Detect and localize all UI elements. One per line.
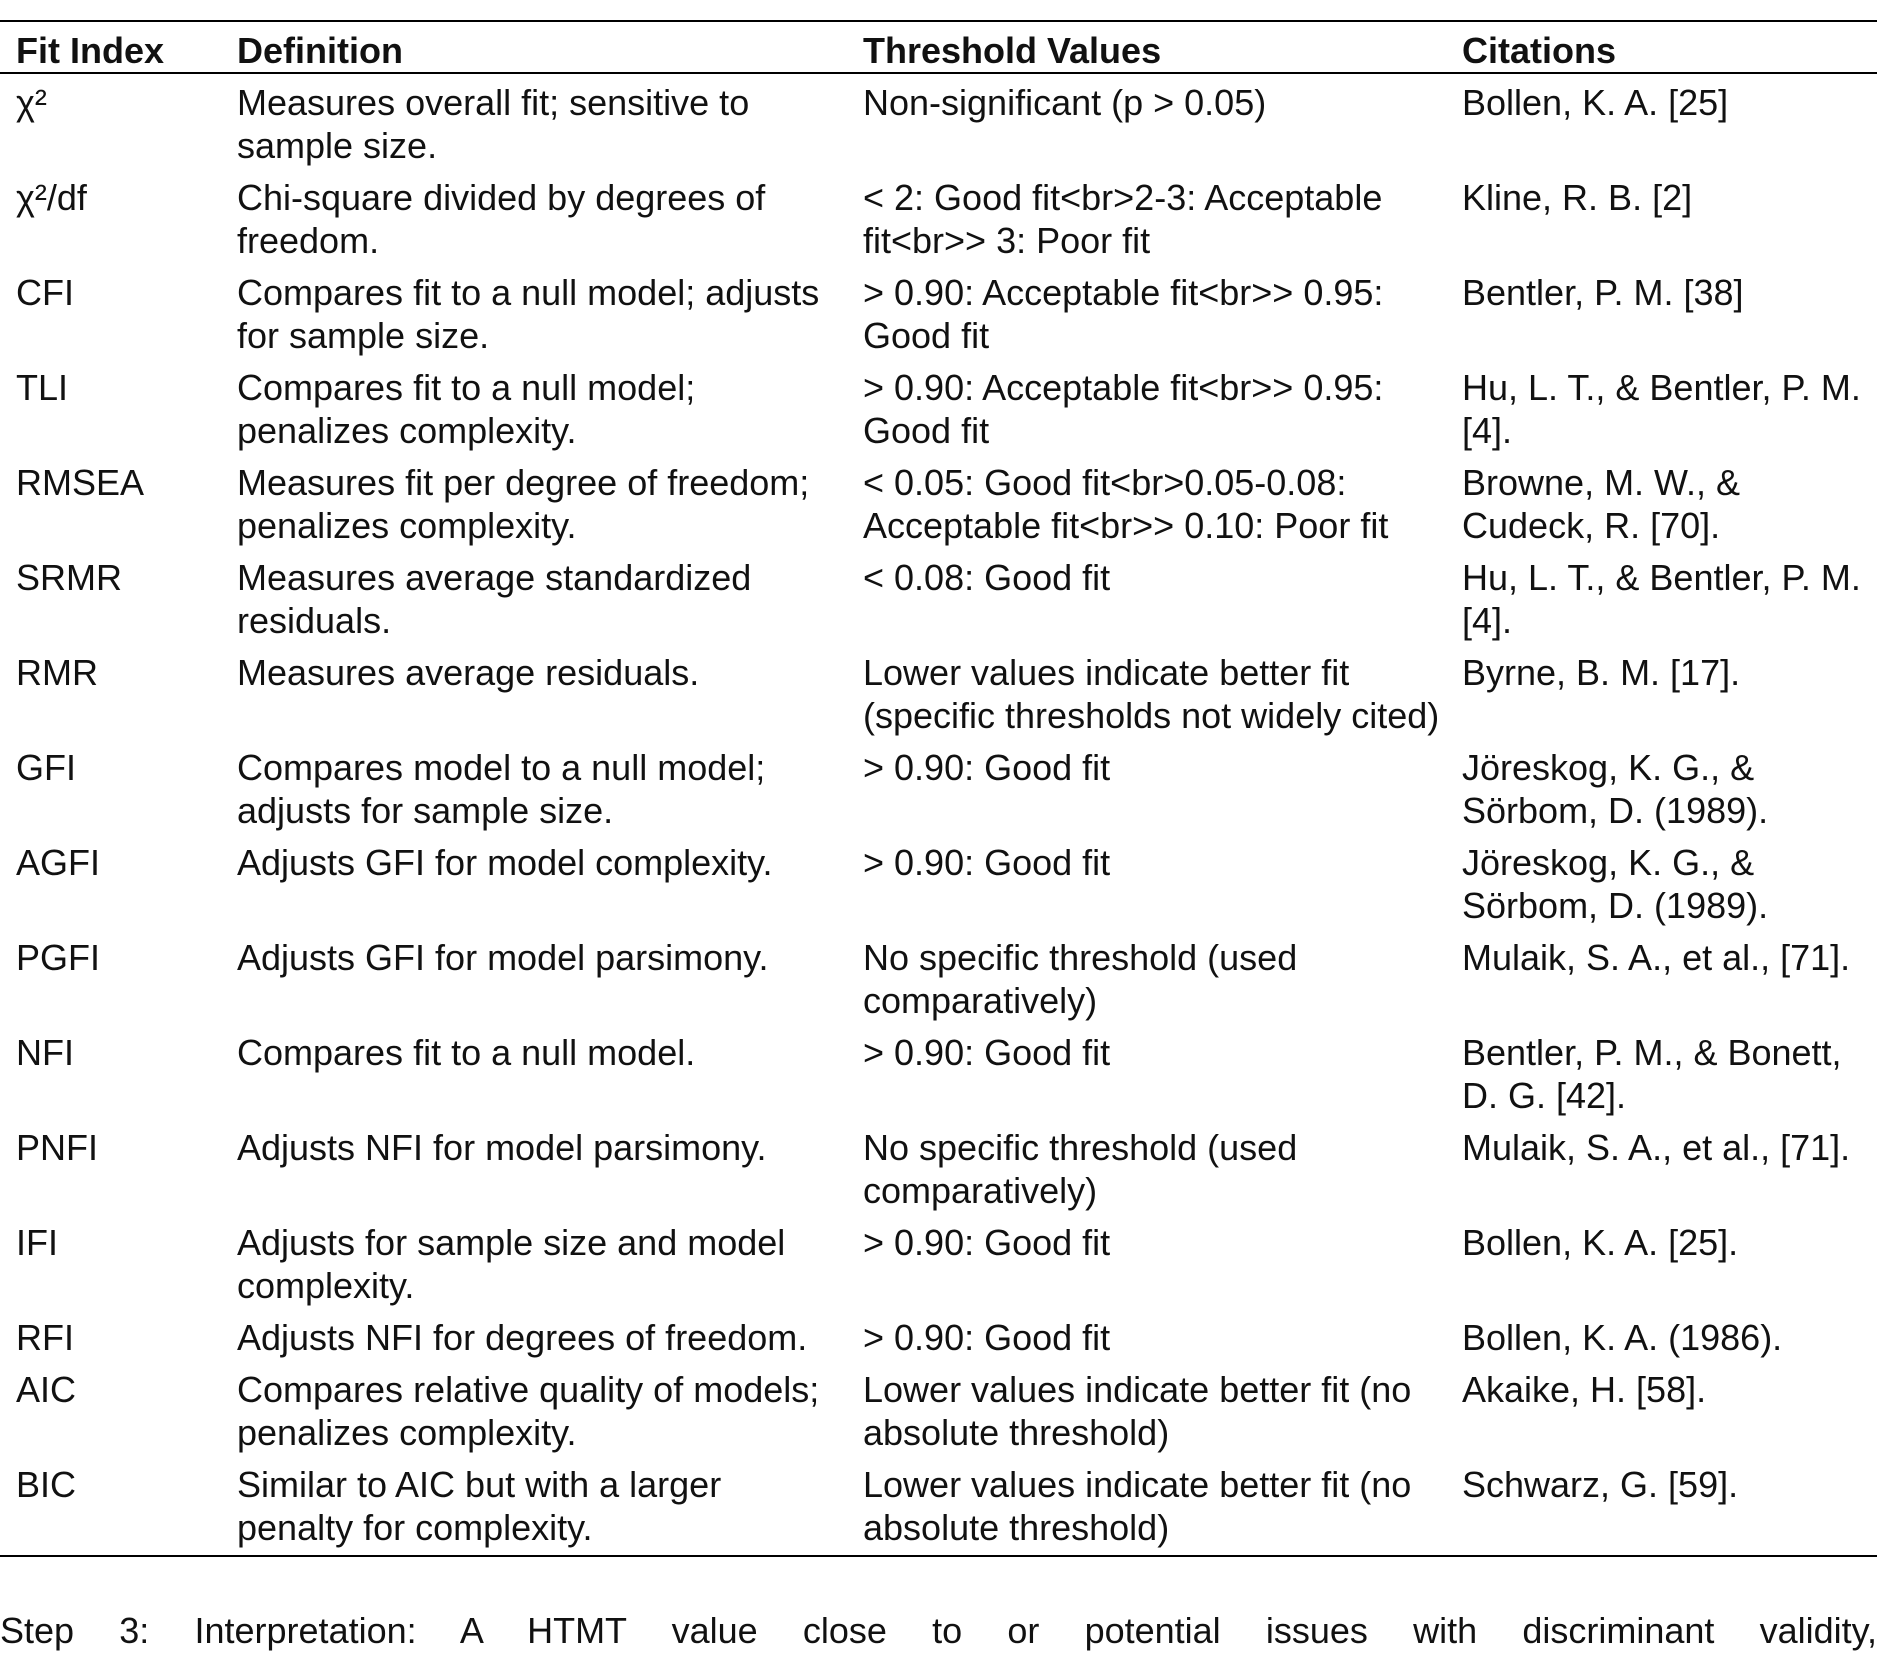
citations-cell: Akaike, H. [58]. [1462, 1369, 1707, 1410]
citations-cell: Browne, M. W., & Cudeck, R. [70]. [1462, 462, 1741, 546]
definition-cell: Adjusts GFI for model parsimony. [237, 937, 769, 978]
threshold-values-cell: Lower values indicate better fit (specific thresholds not widely cited) [863, 652, 1440, 736]
fit-index-table [0, 20, 1877, 1557]
table-row [0, 73, 1877, 169]
fit-index-cell: SRMR [16, 557, 122, 598]
definition-cell: Measures average standardized residuals. [237, 557, 752, 641]
fit-index-cell: χ²/df [16, 177, 87, 218]
citations-cell: Bentler, P. M. [38] [1462, 272, 1744, 313]
threshold-values-cell: > 0.90: Good fit [863, 842, 1111, 883]
table-row [0, 1214, 1877, 1309]
table-row [0, 549, 1877, 644]
fit-index-cell: χ² [16, 82, 47, 123]
threshold-values-cell: < 0.05: Good fit<br>0.05-0.08: Acceptable fit<br>> 0.10: Poor fit [863, 462, 1389, 546]
definition-cell: Compares relative quality of models; penalizes complexity. [237, 1369, 820, 1453]
definition-cell: Adjusts NFI for model parsimony. [237, 1127, 767, 1168]
citations-cell: Mulaik, S. A., et al., [71]. [1462, 1127, 1851, 1168]
fit-index-cell: RMR [16, 652, 98, 693]
fit-index-cell: PGFI [16, 937, 101, 978]
table-row [0, 169, 1877, 264]
threshold-values-cell: > 0.90: Good fit [863, 747, 1111, 788]
fit-index-table-container [0, 20, 1877, 1557]
header-citations: Citations [1462, 30, 1617, 71]
definition-cell: Adjusts for sample size and model complexity. [237, 1222, 786, 1306]
threshold-values-cell: No specific threshold (used comparatively) [863, 1127, 1298, 1211]
threshold-values-cell: > 0.90: Good fit [863, 1222, 1111, 1263]
definition-cell: Compares fit to a null model; penalizes complexity. [237, 367, 696, 451]
definition-cell: Compares model to a null model; adjusts for sample size. [237, 747, 766, 831]
citations-cell: Bollen, K. A. [25]. [1462, 1222, 1739, 1263]
definition-cell: Compares fit to a null model. [237, 1032, 696, 1073]
threshold-values-cell: Non-significant (p > 0.05) [863, 82, 1267, 123]
threshold-values-cell: < 2: Good fit<br>2-3: Acceptable fit<br>> 3: Poor fit [863, 177, 1383, 261]
fit-index-cell: TLI [16, 367, 69, 408]
citations-cell: Schwarz, G. [59]. [1462, 1464, 1739, 1505]
body-paragraph-text: Step 3: Interpretation: A HTMT value close to or potential issues with discriminant validity, [0, 1610, 1877, 1651]
threshold-values-cell: Lower values indicate better fit (no absolute threshold) [863, 1369, 1412, 1453]
table-row [0, 644, 1877, 739]
fit-index-cell: RFI [16, 1317, 74, 1358]
table-row [0, 1456, 1877, 1556]
fit-index-cell: BIC [16, 1464, 77, 1505]
table-row [0, 739, 1877, 834]
fit-index-cell: PNFI [16, 1127, 99, 1168]
table-header-row [0, 21, 1877, 73]
fit-index-cell: GFI [16, 747, 76, 788]
header-fit-index: Fit Index [16, 30, 165, 71]
definition-cell: Chi-square divided by degrees of freedom. [237, 177, 766, 261]
citations-cell: Hu, L. T., & Bentler, P. M. [4]. [1462, 557, 1861, 641]
table-header [0, 21, 1877, 73]
table-body [0, 73, 1877, 1556]
citations-cell: Byrne, B. M. [17]. [1462, 652, 1741, 693]
threshold-values-cell: > 0.90: Good fit [863, 1317, 1111, 1358]
citations-cell: Kline, R. B. [2] [1462, 177, 1693, 218]
fit-index-cell: CFI [16, 272, 74, 313]
table-row [0, 1119, 1877, 1214]
citations-cell: Bollen, K. A. [25] [1462, 82, 1729, 123]
fit-index-cell: IFI [16, 1222, 58, 1263]
fit-index-cell: AIC [16, 1369, 77, 1410]
table-row [0, 1309, 1877, 1361]
threshold-values-cell: Lower values indicate better fit (no absolute threshold) [863, 1464, 1412, 1548]
table-row [0, 1024, 1877, 1119]
citations-cell: Jöreskog, K. G., & Sörbom, D. (1989). [1462, 842, 1769, 926]
table-row [0, 929, 1877, 1024]
table-row [0, 264, 1877, 359]
fit-index-cell: AGFI [16, 842, 101, 883]
definition-cell: Compares fit to a null model; adjusts for sample size. [237, 272, 820, 356]
table-row [0, 1361, 1877, 1456]
header-threshold-values: Threshold Values [863, 30, 1162, 71]
table-row [0, 834, 1877, 929]
table-row [0, 359, 1877, 454]
citations-cell: Bollen, K. A. (1986). [1462, 1317, 1783, 1358]
definition-cell: Measures average residuals. [237, 652, 700, 693]
fit-index-cell: RMSEA [16, 462, 145, 503]
citations-cell: Mulaik, S. A., et al., [71]. [1462, 937, 1851, 978]
threshold-values-cell: No specific threshold (used comparatively) [863, 937, 1298, 1021]
definition-cell: Adjusts GFI for model complexity. [237, 842, 773, 883]
citations-cell: Jöreskog, K. G., & Sörbom, D. (1989). [1462, 747, 1769, 831]
header-definition: Definition [237, 30, 403, 71]
table-row [0, 454, 1877, 549]
citations-cell: Hu, L. T., & Bentler, P. M. [4]. [1462, 367, 1861, 451]
definition-cell: Measures overall fit; sensitive to sample size. [237, 82, 750, 166]
threshold-values-cell: > 0.90: Acceptable fit<br>> 0.95: Good fit [863, 272, 1384, 356]
definition-cell: Measures fit per degree of freedom; penalizes complexity. [237, 462, 810, 546]
threshold-values-cell: < 0.08: Good fit [863, 557, 1111, 598]
fit-index-cell: NFI [16, 1032, 74, 1073]
citations-cell: Bentler, P. M., & Bonett, D. G. [42]. [1462, 1032, 1842, 1116]
definition-cell: Similar to AIC but with a larger penalty for complexity. [237, 1464, 722, 1548]
threshold-values-cell: > 0.90: Good fit [863, 1032, 1111, 1073]
definition-cell: Adjusts NFI for degrees of freedom. [237, 1317, 808, 1358]
threshold-values-cell: > 0.90: Acceptable fit<br>> 0.95: Good fit [863, 367, 1384, 451]
